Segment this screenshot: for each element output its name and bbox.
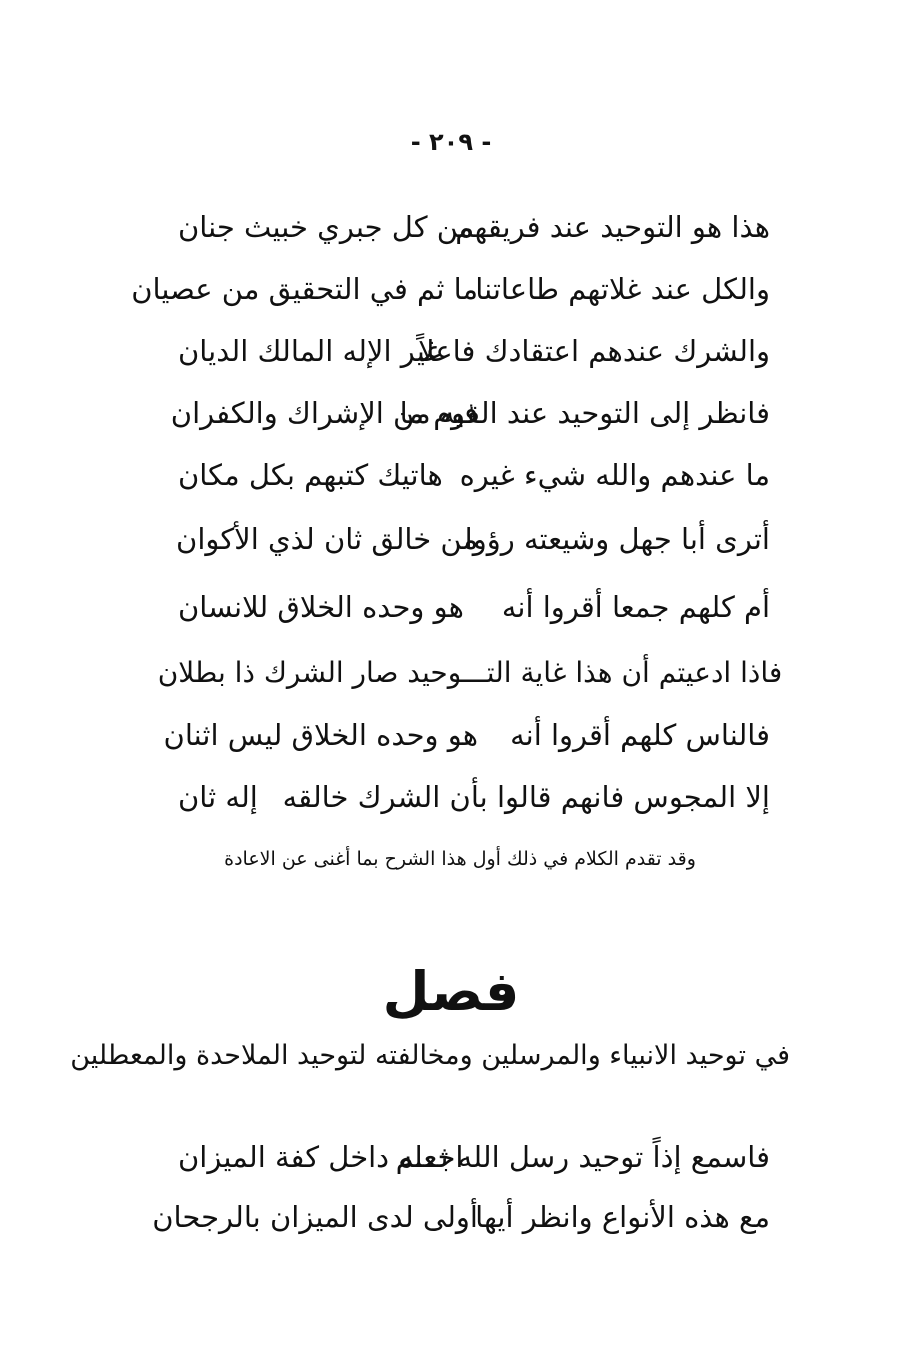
verse-first-hemistich: والشرك عندهم اعتقادك فاعلاً: [418, 334, 770, 368]
footnote-text: وقد تقدم الكلام في ذلك أول هذا الشرح بما أغنى عن الاعادة: [224, 848, 696, 870]
verse-line-full: فاذا ادعيتم أن هذا غاية التـــوحيد صار الشرك ذا بطلان: [157, 656, 783, 689]
page-number: - ٢٠٩ -: [410, 128, 492, 156]
verse-second-hemistich: أولى لدى الميزان بالرجحان: [152, 1200, 478, 1234]
verse-line: [150, 334, 790, 384]
verse-second-hemistich: من خالق ثان لذي الأكوان: [176, 522, 478, 556]
verse-first-hemistich: مع هذه الأنواع وانظر أيها: [475, 1200, 770, 1234]
verse-line: [150, 1140, 790, 1190]
verse-second-hemistich: هاتيك كتبهم بكل مكان: [178, 458, 443, 492]
verse-second-hemistich: فيه من الإشراك والكفران: [170, 396, 478, 430]
verse-line: [150, 718, 790, 768]
verse-line: [150, 210, 790, 260]
verse-first-hemistich: والكل عند غلاتهم طاعاتنا: [475, 272, 770, 306]
section-title: فصل: [382, 960, 520, 1023]
verse-line: [150, 522, 790, 572]
verse-second-hemistich: هو وحده الخلاق للانسان: [178, 590, 464, 624]
verse-line: [150, 780, 790, 830]
verse-first-hemistich: فاسمع إذاً توحيد رسل الله ثـــم: [395, 1140, 770, 1174]
verse-line: [150, 590, 790, 640]
verse-second-hemistich: اجعله داخل كفة الميزان: [178, 1140, 464, 1174]
section-subtitle: في توحيد الانبياء والمرسلين ومخالفته لتوحيد الملاحدة والمعطلين: [70, 1040, 790, 1071]
verse-first-hemistich: فانظر إلى التوحيد عند القوم ما: [399, 396, 770, 430]
verse-first-hemistich: إلا المجوس فانهم قالوا بأن الشرك خالقه: [282, 780, 770, 814]
verse-second-hemistich: من كل جبري خبيث جنان: [178, 210, 475, 244]
verse-second-hemistich: إله ثان: [178, 780, 258, 814]
verse-first-hemistich: ما عندهم والله شيء غيره: [459, 458, 770, 492]
verse-first-hemistich: هذا هو التوحيد عند فريقهم: [455, 210, 770, 244]
verse-first-hemistich: أترى أبا جهل وشيعته رؤوا: [464, 522, 770, 556]
verse-first-hemistich: أم كلهم جمعا أقروا أنه: [501, 590, 770, 624]
verse-second-hemistich: ما ثم في التحقيق من عصيان: [131, 272, 478, 306]
verse-line: [150, 396, 790, 446]
verse-second-hemistich: هو وحده الخلاق ليس اثنان: [163, 718, 478, 752]
verse-line: [131, 272, 790, 322]
verse-first-hemistich: فالناس كلهم أقروا أنه: [510, 718, 770, 752]
verse-line: [150, 458, 790, 508]
verse-second-hemistich: غير الإله المالك الديان: [178, 334, 441, 368]
verse-line: [150, 1200, 790, 1250]
